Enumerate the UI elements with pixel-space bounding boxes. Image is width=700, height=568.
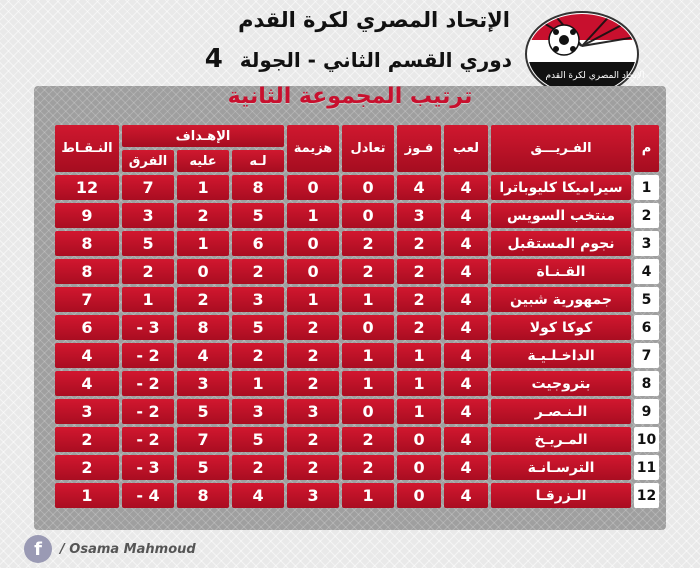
drawn-cell: 1	[342, 343, 394, 368]
table-row	[55, 399, 659, 424]
goals-for-cell: 1	[232, 371, 284, 396]
won-cell: 2	[397, 231, 441, 256]
team-cell: الـنـصـر	[491, 399, 631, 424]
goals-for-cell: 5	[232, 203, 284, 228]
played-cell: 4	[444, 315, 488, 340]
lost-cell: 3	[287, 399, 339, 424]
goals-against-cell: 2	[177, 203, 229, 228]
goal-diff-cell: 2 -	[122, 371, 174, 396]
lost-cell: 1	[287, 203, 339, 228]
goals-for-cell: 3	[232, 399, 284, 424]
goals-against-cell: 1	[177, 175, 229, 200]
goal-diff-cell: 2 -	[122, 427, 174, 452]
played-cell: 4	[444, 455, 488, 480]
points-cell: 8	[55, 259, 119, 284]
round-number: 4	[204, 44, 223, 74]
table-row	[55, 483, 659, 508]
goals-for-cell: 2	[232, 259, 284, 284]
points-cell: 9	[55, 203, 119, 228]
lost-cell: 2	[287, 455, 339, 480]
table-row	[55, 203, 659, 228]
team-cell: بتروجيت	[491, 371, 631, 396]
facebook-icon[interactable]: f	[24, 535, 52, 563]
table-row	[55, 259, 659, 284]
points-cell: 4	[55, 343, 119, 368]
rank-cell: 11	[634, 455, 659, 480]
played-cell: 4	[444, 399, 488, 424]
team-cell: نجوم المستقبل	[491, 231, 631, 256]
drawn-cell: 2	[342, 231, 394, 256]
table-row	[55, 343, 659, 368]
lost-cell: 3	[287, 483, 339, 508]
goal-diff-cell: 4 -	[122, 483, 174, 508]
rank-cell: 12	[634, 483, 659, 508]
table-row	[55, 315, 659, 340]
played-header: لعب	[444, 125, 488, 172]
goals-for-cell: 4	[232, 483, 284, 508]
played-cell: 4	[444, 371, 488, 396]
drawn-header: تعادل	[342, 125, 394, 172]
goals-against-cell: 7	[177, 427, 229, 452]
won-cell: 2	[397, 287, 441, 312]
group-title: ترتيب المجموعة الثانية	[227, 84, 473, 109]
footer	[24, 535, 196, 563]
rank-cell: 4	[634, 259, 659, 284]
points-header: النـقـاط	[55, 125, 119, 172]
played-cell: 4	[444, 175, 488, 200]
standings-body	[55, 175, 659, 508]
team-header: الفـريـــق	[491, 125, 631, 172]
rank-cell: 2	[634, 203, 659, 228]
goals-against-cell: 2	[177, 287, 229, 312]
table-row	[55, 175, 659, 200]
goals-against-cell: 3	[177, 371, 229, 396]
goal-diff-cell: 1	[122, 287, 174, 312]
team-cell: جمهورية شبين	[491, 287, 631, 312]
won-cell: 0	[397, 427, 441, 452]
won-cell: 1	[397, 343, 441, 368]
goals-against-cell: 0	[177, 259, 229, 284]
goals-against-cell: 4	[177, 343, 229, 368]
lost-cell: 0	[287, 259, 339, 284]
table-row	[55, 231, 659, 256]
lost-header: هزيمة	[287, 125, 339, 172]
lost-cell: 1	[287, 287, 339, 312]
goals-for-cell: 3	[232, 287, 284, 312]
goal-diff-cell: 3 -	[122, 315, 174, 340]
goal-diff-cell: 2 -	[122, 343, 174, 368]
goal-diff-cell: 3 -	[122, 455, 174, 480]
goals-for-cell: 5	[232, 315, 284, 340]
goal-diff-header: الفرق	[122, 150, 174, 172]
played-cell: 4	[444, 483, 488, 508]
points-cell: 2	[55, 427, 119, 452]
logo-text-ar: الإتحاد المصري لكرة القدم	[545, 71, 645, 81]
won-header: فـوز	[397, 125, 441, 172]
won-cell: 0	[397, 483, 441, 508]
rank-cell: 10	[634, 427, 659, 452]
played-cell: 4	[444, 287, 488, 312]
goal-diff-cell: 3	[122, 203, 174, 228]
goals-against-header: عليه	[177, 150, 229, 172]
goals-for-cell: 6	[232, 231, 284, 256]
points-cell: 2	[55, 455, 119, 480]
rank-cell: 5	[634, 287, 659, 312]
points-cell: 3	[55, 399, 119, 424]
goals-for-cell: 8	[232, 175, 284, 200]
lost-cell: 0	[287, 175, 339, 200]
won-cell: 1	[397, 399, 441, 424]
rank-header: م	[634, 125, 659, 172]
team-cell: كوكا كولا	[491, 315, 631, 340]
drawn-cell: 2	[342, 427, 394, 452]
points-cell: 7	[55, 287, 119, 312]
goals-header: الإهـداف	[122, 125, 284, 147]
drawn-cell: 0	[342, 315, 394, 340]
lost-cell: 2	[287, 427, 339, 452]
points-cell: 4	[55, 371, 119, 396]
lost-cell: 2	[287, 315, 339, 340]
lost-cell: 0	[287, 231, 339, 256]
table-row	[55, 287, 659, 312]
team-cell: الـزرقـا	[491, 483, 631, 508]
goals-against-cell: 8	[177, 315, 229, 340]
points-cell: 8	[55, 231, 119, 256]
goals-for-header: لـه	[232, 150, 284, 172]
won-cell: 0	[397, 455, 441, 480]
goals-against-cell: 1	[177, 231, 229, 256]
team-cell: منتخب السويس	[491, 203, 631, 228]
played-cell: 4	[444, 203, 488, 228]
team-cell: سيراميكا كليوباترا	[491, 175, 631, 200]
goal-diff-cell: 2	[122, 259, 174, 284]
rank-cell: 7	[634, 343, 659, 368]
drawn-cell: 0	[342, 175, 394, 200]
header	[0, 0, 700, 96]
goals-for-cell: 2	[232, 343, 284, 368]
author-credit: / Osama Mahmoud	[60, 541, 196, 557]
won-cell: 1	[397, 371, 441, 396]
drawn-cell: 1	[342, 287, 394, 312]
drawn-cell: 1	[342, 483, 394, 508]
points-cell: 12	[55, 175, 119, 200]
goal-diff-cell: 2 -	[122, 399, 174, 424]
goal-diff-cell: 5	[122, 231, 174, 256]
header-row-1	[55, 125, 659, 147]
goals-against-cell: 5	[177, 455, 229, 480]
rank-cell: 8	[634, 371, 659, 396]
played-cell: 4	[444, 427, 488, 452]
won-cell: 4	[397, 175, 441, 200]
lost-cell: 2	[287, 371, 339, 396]
team-cell: المـريـخ	[491, 427, 631, 452]
table-row	[55, 455, 659, 480]
goal-diff-cell: 7	[122, 175, 174, 200]
rank-cell: 9	[634, 399, 659, 424]
played-cell: 4	[444, 343, 488, 368]
won-cell: 3	[397, 203, 441, 228]
goals-for-cell: 2	[232, 455, 284, 480]
drawn-cell: 0	[342, 399, 394, 424]
team-cell: الترسـانـة	[491, 455, 631, 480]
goals-for-cell: 5	[232, 427, 284, 452]
league-title: دوري القسم الثاني - الجولة	[239, 48, 512, 72]
points-cell: 1	[55, 483, 119, 508]
lost-cell: 2	[287, 343, 339, 368]
table-row	[55, 371, 659, 396]
drawn-cell: 2	[342, 259, 394, 284]
standings-table	[52, 122, 662, 511]
drawn-cell: 1	[342, 371, 394, 396]
won-cell: 2	[397, 315, 441, 340]
rank-cell: 6	[634, 315, 659, 340]
league-round-title	[205, 44, 512, 74]
team-cell: الداخـلـيـة	[491, 343, 631, 368]
played-cell: 4	[444, 259, 488, 284]
played-cell: 4	[444, 231, 488, 256]
table-row	[55, 427, 659, 452]
drawn-cell: 0	[342, 203, 394, 228]
goals-against-cell: 5	[177, 399, 229, 424]
won-cell: 2	[397, 259, 441, 284]
rank-cell: 1	[634, 175, 659, 200]
goals-against-cell: 8	[177, 483, 229, 508]
drawn-cell: 2	[342, 455, 394, 480]
rank-cell: 3	[634, 231, 659, 256]
team-cell: القـنـاة	[491, 259, 631, 284]
federation-title: الإتحاد المصري لكرة القدم	[238, 8, 510, 32]
points-cell: 6	[55, 315, 119, 340]
